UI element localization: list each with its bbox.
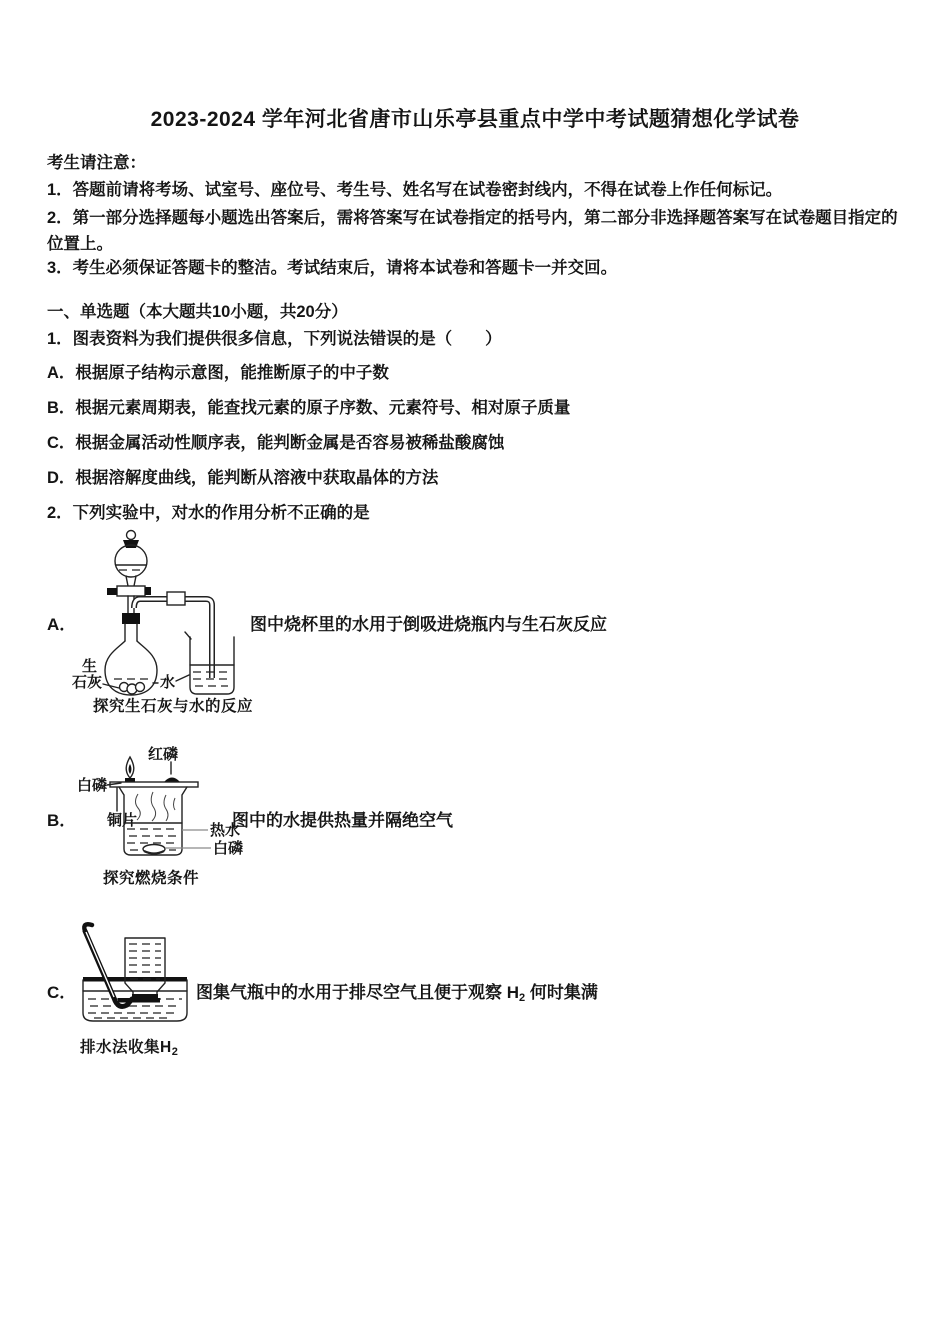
q1-option-b: B．根据元素周期表，能查找元素的原子序数、元素符号、相对原子质量 bbox=[47, 399, 571, 417]
bottle-mouth bbox=[132, 994, 158, 998]
q2-option-a-text: 图中烧杯里的水用于倒吸进烧瓶内与生石灰反应 bbox=[250, 615, 607, 634]
delivery-tube-outer bbox=[134, 599, 212, 678]
flask-stopper bbox=[122, 613, 140, 624]
notice-item-2: 2．第一部分选择题每小题选出答案后，需将答案写在试卷指定的括号内，第二部分非选择题答案写在试卷题目指定的位置上。 bbox=[47, 209, 898, 253]
flask-neck bbox=[125, 624, 137, 641]
notice-item-1: 1．答题前请将考场、试室号、座位号、考生号、姓名写在试卷密封线内，不得在试卷上作任何标记。 bbox=[47, 181, 783, 199]
q2-option-c-text-tail: 何时集满 bbox=[525, 983, 598, 1002]
diagram-c-caption-main: 排水法收集H bbox=[80, 1039, 172, 1056]
label-hot-water: 热水 bbox=[210, 822, 241, 839]
q1-option-a: A．根据原子结构示意图，能推断原子的中子数 bbox=[47, 364, 389, 382]
funnel-stopper bbox=[123, 540, 139, 548]
gas-bottle bbox=[125, 938, 165, 996]
label-water: 水 bbox=[160, 674, 176, 691]
funnel-bulb bbox=[115, 545, 147, 577]
label-white-phosphorus-bottom: 白磷 bbox=[213, 840, 244, 857]
q2-option-b-letter: B． bbox=[47, 811, 77, 830]
bottle-support-bar bbox=[118, 998, 160, 1003]
q2-option-c-text bbox=[196, 982, 598, 1009]
stopcock-body bbox=[117, 586, 145, 596]
tube-connector bbox=[167, 592, 185, 605]
q1-option-d: D．根据溶解度曲线，能判断从溶液中获取晶体的方法 bbox=[47, 469, 439, 487]
bottle-water-dashes bbox=[129, 944, 161, 979]
q2-option-a-letter: A． bbox=[47, 615, 77, 634]
diagram-combustion-conditions bbox=[58, 742, 248, 868]
notice-item-3: 3．考生必须保证答题卡的整洁。考试结束后，请将本试卷和答题卡一并交回。 bbox=[47, 259, 618, 277]
stopcock-handle bbox=[107, 588, 117, 595]
diagram-quicklime-water-apparatus bbox=[72, 527, 242, 699]
diagram-a-caption: 探究生石灰与水的反应 bbox=[93, 698, 254, 715]
q2-option-b-text: 图中的水提供热量并隔绝空气 bbox=[232, 811, 453, 830]
diagram-c-caption bbox=[80, 1037, 178, 1063]
delivery-tube-bore bbox=[134, 599, 212, 678]
label-quicklime-top: 生 bbox=[82, 658, 98, 675]
q2-option-c-letter: C． bbox=[47, 983, 77, 1002]
diagram-b-caption: 探究燃烧条件 bbox=[103, 870, 200, 887]
q1-stem: 1．图表资料为我们提供很多信息，下列说法错误的是（ ） bbox=[47, 330, 502, 348]
q2-option-c-text-main: 图集气瓶中的水用于排尽空气且便于观察 H bbox=[196, 983, 519, 1002]
vapor-lines bbox=[136, 792, 176, 821]
label-white-phosphorus-top: 白磷 bbox=[77, 777, 108, 794]
section-1-heading: 一、单选题（本大题共10小题，共20分） bbox=[47, 303, 348, 321]
page-title: 2023-2024 学年河北省唐市山乐亭县重点中学中考试题猜想化学试卷 bbox=[150, 108, 800, 131]
copper-sheet bbox=[110, 782, 198, 787]
quicklime-lump bbox=[136, 683, 145, 692]
label-red-phosphorus: 红磷 bbox=[148, 746, 179, 763]
label-copper-sheet: 铜片 bbox=[107, 812, 138, 829]
label-quicklime-bottom: 石灰 bbox=[72, 674, 103, 691]
water-leader-right bbox=[176, 675, 189, 681]
notice-heading: 考生请注意： bbox=[47, 154, 146, 172]
diagram-water-displacement bbox=[78, 920, 198, 1028]
q1-option-c: C．根据金属活动性顺序表，能判断金属是否容易被稀盐酸腐蚀 bbox=[47, 434, 505, 452]
funnel-top-ring bbox=[127, 531, 136, 540]
diagram-c-caption-sub: 2 bbox=[171, 1046, 179, 1058]
q2-option-c-text-sub: 2 bbox=[519, 992, 526, 1004]
delivery-tube-highlight bbox=[86, 932, 114, 997]
q2-stem: 2．下列实验中，对水的作用分析不正确的是 bbox=[47, 504, 370, 522]
stopcock-end bbox=[145, 587, 151, 595]
